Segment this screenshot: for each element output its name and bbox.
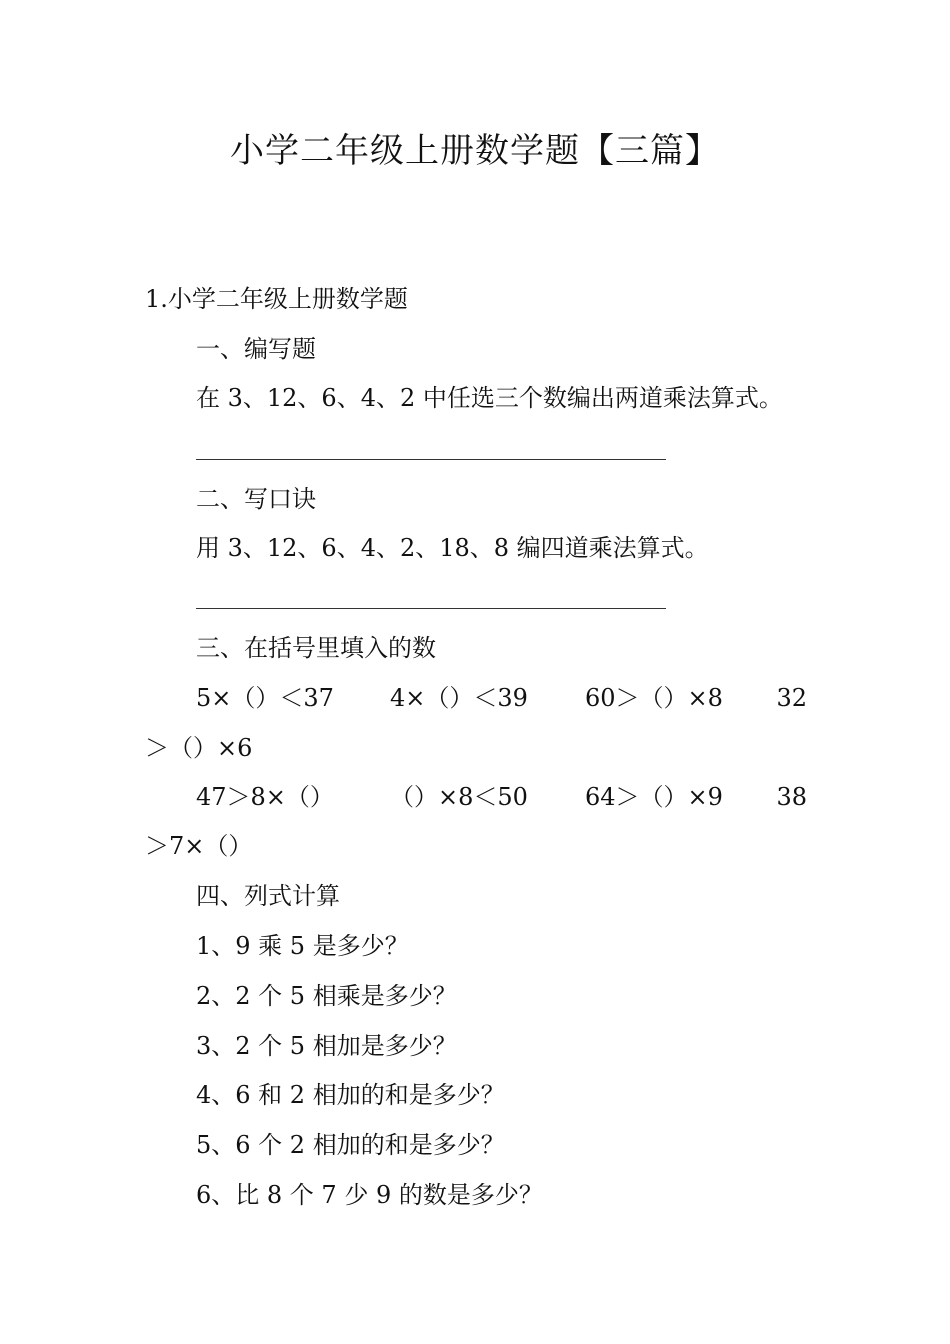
inequality-item: 47＞8×（） [196,783,334,811]
inequality-item-continued: ＞（）×6 [145,734,253,762]
inequality-item: 5×（）＜37 [196,684,334,712]
calc-item: 4、6 和 2 相加的和是多少？ [196,1081,505,1109]
calc-item: 6、比 8 个 7 少 9 的数是多少？ [196,1181,543,1209]
part1-heading: 一、编写题 [196,335,316,363]
part2-heading: 二、写口诀 [196,485,316,513]
inequality-item: （）×8＜50 [390,783,528,811]
section-heading: 1.小学二年级上册数学题 [145,285,408,313]
calc-item: 3、2 个 5 相加是多少？ [196,1032,457,1060]
inequality-item: 38 [776,783,807,811]
calc-item: 2、2 个 5 相乘是多少？ [196,982,457,1010]
inequality-item: 64＞（）×9 [585,783,723,811]
part3-heading: 三、在括号里填入的数 [196,634,436,662]
calc-item: 1、9 乘 5 是多少？ [196,932,409,960]
document-title: 小学二年级上册数学题【三篇】 [230,131,720,171]
calc-item: 5、6 个 2 相加的和是多少？ [196,1131,505,1159]
answer-blank-line [196,608,666,609]
inequality-item: 4×（）＜39 [390,684,528,712]
part4-heading: 四、列式计算 [196,882,340,910]
part2-instruction: 用 3、12、6、4、2、18、8 编四道乘法算式。 [196,534,709,562]
inequality-item: 32 [776,684,807,712]
inequality-item: 60＞（）×8 [585,684,723,712]
part1-instruction: 在 3、12、6、4、2 中任选三个数编出两道乘法算式。 [196,384,783,412]
inequality-row [145,680,807,770]
inequality-row [145,779,807,869]
answer-blank-line [196,459,666,460]
inequality-item-continued: ＞7×（） [145,832,253,860]
